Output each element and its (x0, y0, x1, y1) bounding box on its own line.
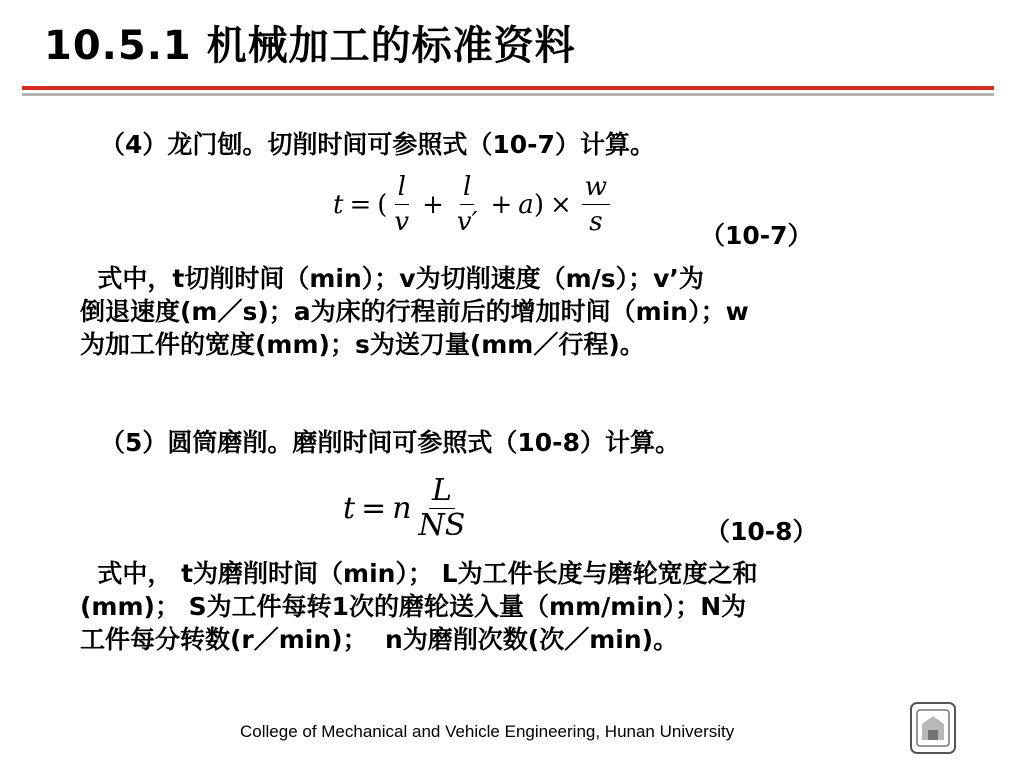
title-rule-red (22, 86, 994, 90)
fraction-denominator: v′ (456, 207, 478, 237)
definition-line: (mm)； S为工件每转1次的磨轮送入量（mm/min）；N为 (80, 592, 747, 621)
section-5-definitions (80, 557, 758, 656)
formula-var-a: a (518, 189, 534, 220)
fraction-L-over-NS (416, 473, 469, 543)
definition-line: 为加工件的宽度(mm)；s为送刀量(mm／行程)。 (80, 330, 645, 359)
title-rule-grey (22, 93, 994, 96)
fraction-numerator: w (582, 172, 610, 205)
formula-times: × (549, 189, 572, 220)
fraction-w-over-s (582, 172, 610, 237)
fraction-numerator: l (460, 172, 474, 205)
fraction-denominator: v (394, 207, 410, 237)
formula-equals: = (349, 189, 372, 220)
formula-open-paren: ( (377, 189, 388, 220)
formula-var-n: n (392, 491, 412, 526)
formula-equals: = (361, 491, 387, 526)
fraction-denominator: NS (418, 508, 466, 543)
definition-line: 倒退速度(m／s)；a为床的行程前后的增加时间（min）；w (80, 297, 749, 326)
slide-title: 10.5.1 机械加工的标准资料 (44, 23, 576, 69)
formula-var-t: t (333, 189, 344, 220)
formula-var-t: t (343, 491, 356, 526)
footer-text: College of Mechanical and Vehicle Engineering, Hunan University (240, 722, 735, 741)
fraction-denominator: s (589, 207, 603, 237)
formula-close-paren: ) (533, 189, 544, 220)
fraction-l-over-v-prime (454, 172, 481, 237)
fraction-numerator: l (395, 172, 409, 205)
section-4-definitions (80, 262, 749, 361)
definition-line: 式中，t切削时间（min）；v为切削速度（m/s）；v’为 (80, 264, 704, 293)
definition-line: 工件每分转数(r／min)； n为磨削次数(次／min)。 (80, 625, 679, 654)
fraction-l-over-v (391, 172, 412, 237)
formula-10-8 (343, 473, 472, 543)
university-seal-logo (908, 700, 958, 756)
equation-number-10-8: （10-8） (705, 517, 818, 546)
equation-number-10-7: （10-7） (700, 221, 813, 250)
definition-line: 式中， t为磨削时间（min）； L为工件长度与磨轮宽度之和 (80, 559, 758, 588)
section-5-heading: （5）圆筒磨削。磨削时间可参照式（10-8）计算。 (100, 428, 680, 457)
fraction-numerator: L (429, 476, 455, 509)
section-4-heading: （4）龙门刨。切削时间可参照式（10-7）计算。 (100, 130, 655, 159)
formula-plus: + (490, 189, 513, 220)
formula-10-7 (333, 172, 614, 237)
formula-plus: + (422, 189, 444, 220)
